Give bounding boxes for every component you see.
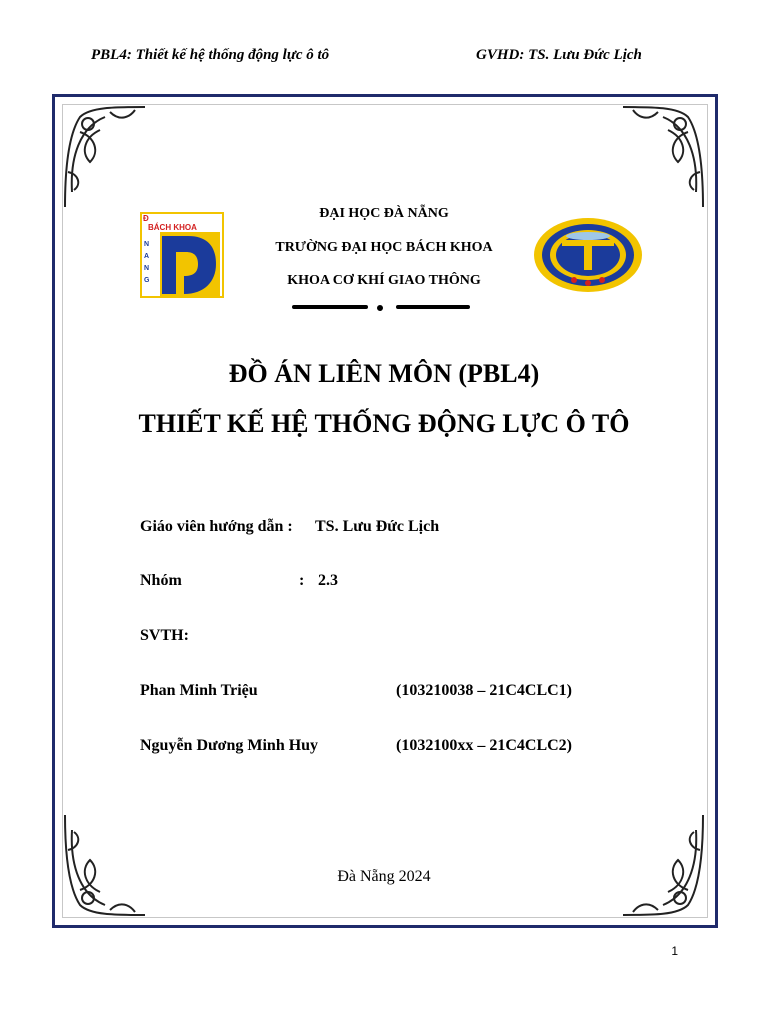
group-value: 2.3: [318, 572, 338, 589]
corner-ornament-bottom-left: [60, 810, 150, 920]
advisor-label: Giáo viên hướng dẫn :: [140, 518, 293, 535]
svg-text:N: N: [144, 265, 150, 272]
divider-left: [292, 305, 368, 309]
faculty-name: KHOA CƠ KHÍ GIAO THÔNG: [287, 273, 481, 288]
svg-text:A: A: [144, 253, 150, 260]
corner-ornament-bottom-right: [618, 810, 708, 920]
advisor-value: TS. Lưu Đức Lịch: [315, 518, 440, 535]
student-id: (103210038 – 21C4CLC1): [396, 682, 572, 699]
group-separator: :: [299, 572, 305, 589]
corner-ornament-top-right: [618, 102, 708, 212]
student-id: (1032100xx – 21C4CLC2): [396, 737, 572, 754]
svg-text:N: N: [144, 241, 150, 248]
header-advisor: GVHD: TS. Lưu Đức Lịch: [476, 47, 642, 63]
divider-dot: [377, 305, 383, 311]
corner-ornament-top-left: [60, 102, 150, 212]
svg-text:Đ: Đ: [143, 214, 149, 223]
group-label: Nhóm: [140, 572, 182, 589]
project-subtitle: THIẾT KẾ HỆ THỐNG ĐỘNG LỰC Ô TÔ: [138, 409, 630, 438]
faculty-logo: [532, 216, 644, 294]
svg-text:G: G: [144, 277, 150, 284]
bach-khoa-logo: [140, 212, 224, 298]
page-number: 1: [671, 944, 678, 958]
school-name: TRƯỜNG ĐẠI HỌC BÁCH KHOA: [275, 240, 493, 255]
divider-right: [396, 305, 470, 309]
header-course-title: PBL4: Thiết kế hệ thống động lực ô tô: [91, 47, 330, 63]
svg-text:BÁCH KHOA: BÁCH KHOA: [148, 223, 197, 232]
project-title: ĐỒ ÁN LIÊN MÔN (PBL4): [228, 359, 540, 388]
university-name: ĐẠI HỌC ĐÀ NẴNG: [319, 206, 449, 221]
svth-label: SVTH:: [140, 627, 189, 644]
student-name: Nguyễn Dương Minh Huy: [140, 737, 319, 754]
place-year: Đà Nẵng 2024: [337, 868, 431, 885]
student-name: Phan Minh Triệu: [140, 682, 258, 699]
